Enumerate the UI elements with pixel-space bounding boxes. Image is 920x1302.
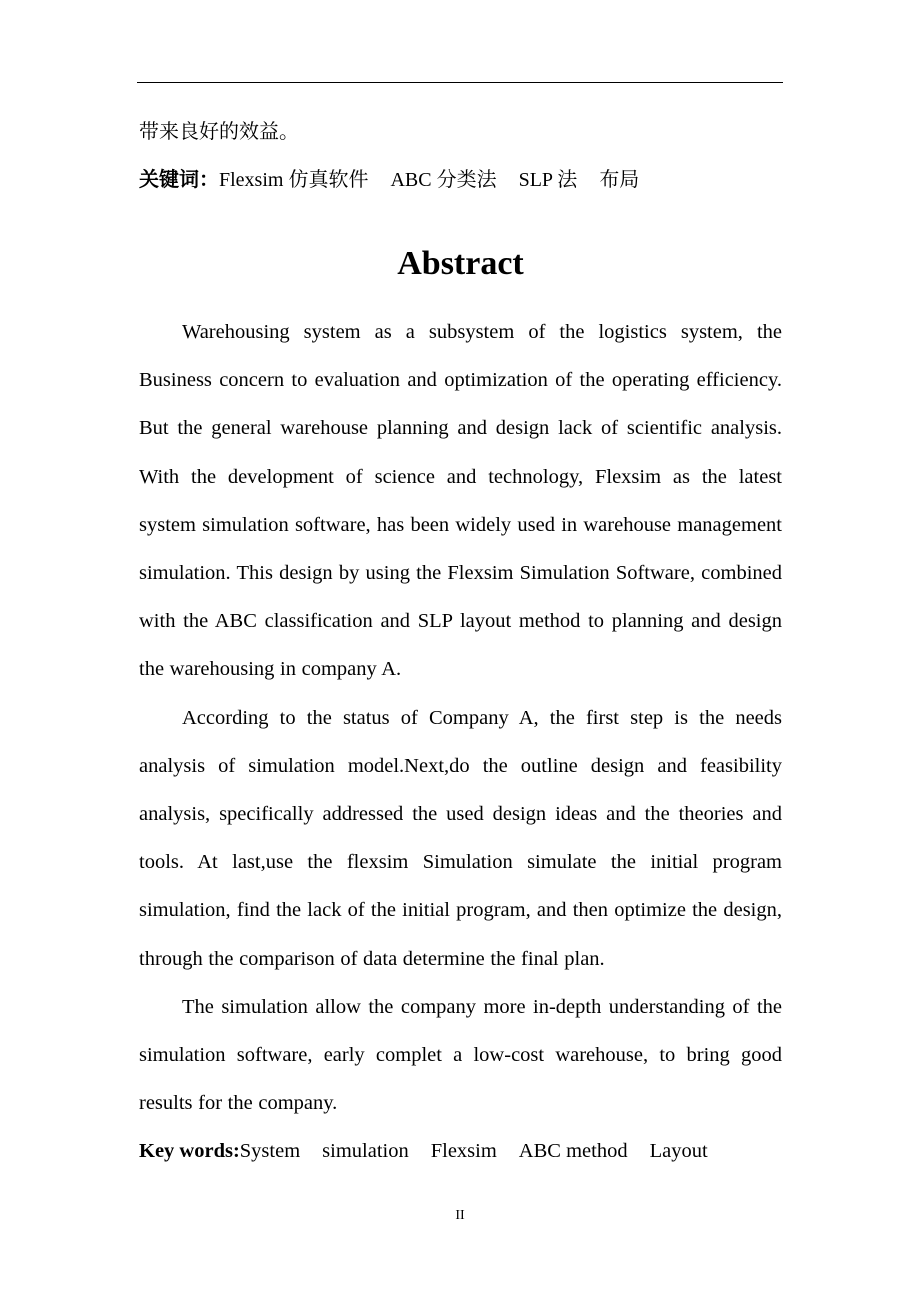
english-keyword: ABC method	[518, 1140, 628, 1163]
page-number: II	[455, 1208, 465, 1223]
abstract-paragraph: Warehousing system as a subsystem of the logistics system, the Business concern to evaluation and optimization of the operating efficiency. But the general warehouse planning and design lack of scientific analysis. With the development of science and technology, Flexsim as the latest system simulation software, has been widely used in warehouse management simulation. This design by using the Flexsim Simulation Software, combined with the ABC classification and SLP layout method to planning and design the warehousing in company A.	[139, 321, 782, 681]
chinese-keywords-label: 关键词：	[139, 169, 219, 191]
page-content	[139, 108, 782, 1175]
chinese-keyword: SLP 法	[518, 169, 578, 191]
english-keyword: Layout	[649, 1140, 708, 1163]
chinese-abstract-continuation: 带来良好的效益。	[139, 121, 299, 143]
abstract-paragraph: The simulation allow the company more in-depth understanding of the simulation software, early complet a low-cost warehouse, to bring good results for the company.	[139, 995, 782, 1115]
english-keyword: System	[239, 1140, 301, 1163]
english-keyword: simulation	[322, 1140, 409, 1163]
header-rule	[137, 82, 783, 83]
abstract-paragraph: According to the status of Company A, the first step is the needs analysis of simulation model.Next,do the outline design and feasibility analysis, specifically addressed the used design ideas and the theories and tools. At last,use the flexsim Simulation simulate the initial program simulation, find the lack of the initial program, and then optimize the design, through the comparison of data determine the final plan.	[139, 706, 782, 970]
chinese-keyword: Flexsim 仿真软件	[219, 169, 369, 191]
chinese-keywords	[139, 156, 782, 204]
english-keywords	[139, 1127, 782, 1175]
english-keywords-label: Key words:	[139, 1140, 240, 1163]
chinese-keyword: ABC 分类法	[390, 169, 497, 191]
chinese-keyword: 布局	[599, 169, 640, 191]
english-keyword: Flexsim	[430, 1140, 497, 1163]
abstract-title: Abstract	[397, 245, 524, 282]
